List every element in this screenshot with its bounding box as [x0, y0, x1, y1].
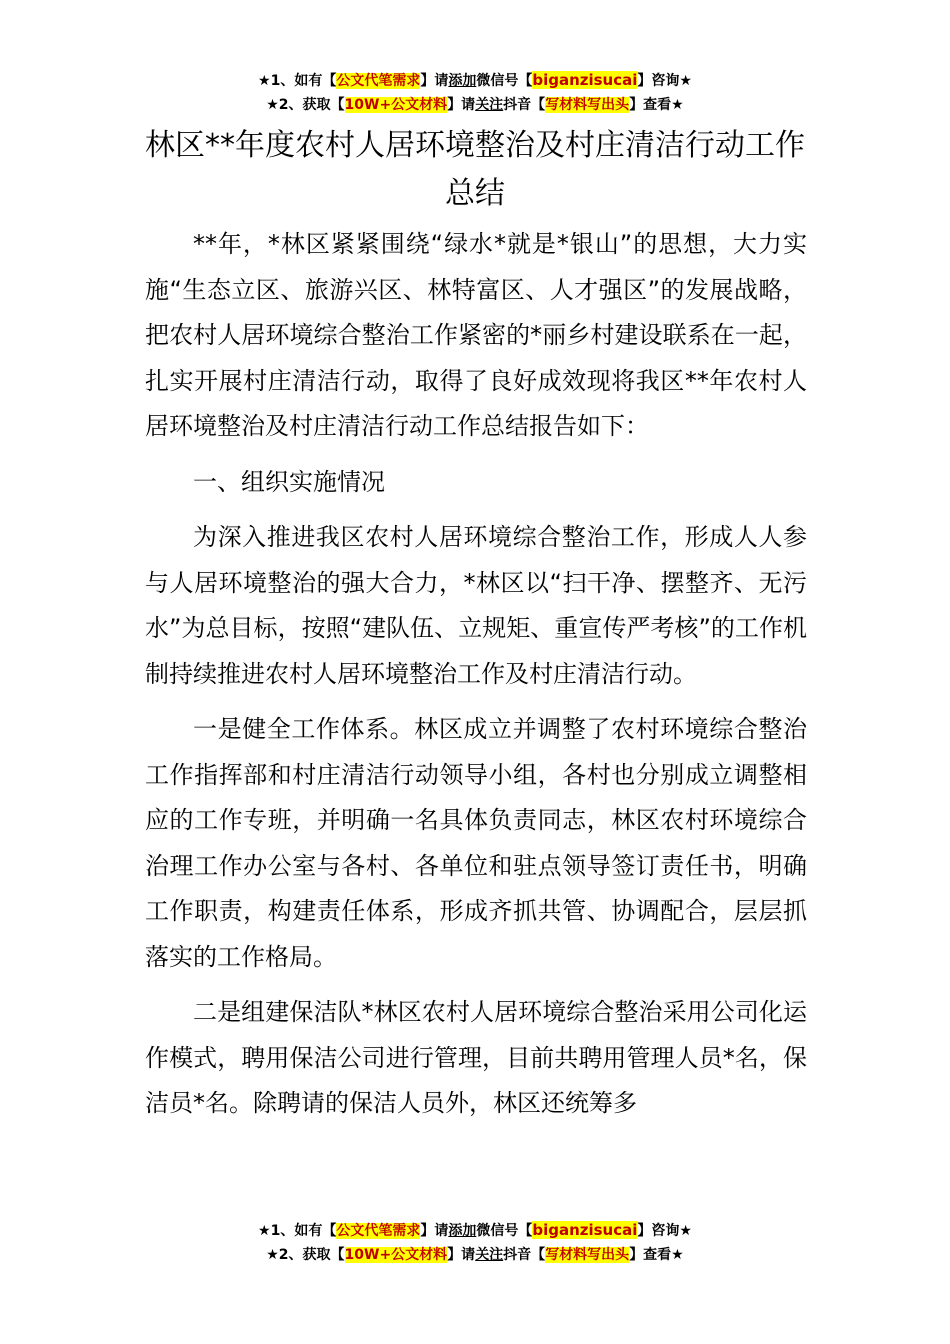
body-paragraph: 一是健全工作体系。林区成立并调整了农村环境综合整治工作指挥部和村庄清洁行动领导小组，各村也分别成立调整相应的工作专班，并明确一名具体负责同志，林区农村环境综合治理工作办公室与各村、各单位和驻点领导签订责任书，明确工作职责，构建责任体系，形成齐抓共管、协调配合，层层抓落实的工作格局。 [145, 715, 807, 971]
intro-paragraph: **年，*林区紧紧围绕“绿水*就是*银山”的思想，大力实施“生态立区、旅游兴区、林特富区、人才强区”的发展战略，把农村人居环境综合整治工作紧密的*丽乡村建设联系在一起，扎实开展村庄清洁行动，取得了良好成效现将我区**年农村人居环境整治及村庄清洁行动工作总结报告如下： [145, 230, 807, 440]
promo-text: 】请 [447, 1247, 476, 1263]
promo-text: 微信号【 [476, 1223, 533, 1239]
promo-highlight: 公文代笔需求 [336, 73, 421, 89]
promo-highlight: 10W+公文材料 [344, 97, 448, 113]
promo-highlight: 写材料写出头 [545, 97, 630, 113]
promo-line-1 [0, 68, 950, 93]
section-heading: 一、组织实施情况 [193, 467, 385, 496]
promo-highlight: 写材料写出头 [545, 1247, 630, 1263]
promo-text: 】请 [420, 1223, 449, 1239]
promo-text: 抖音【 [503, 97, 546, 113]
document-body [145, 222, 807, 1137]
body-paragraph: 为深入推进我区农村人居环境综合整治工作，形成人人参与人居环境整治的强大合力，*林区以“扫干净、摆整齐、无污水”为总目标，按照“建队伍、立规矩、重宣传严考核”的工作机制持续推进农村人居环境整治工作及村庄清洁行动。 [145, 523, 807, 688]
promo-text: 】咨询★ [637, 1223, 692, 1239]
promo-text: ★1、如有【 [258, 1223, 337, 1239]
promo-line-2 [0, 1243, 950, 1267]
promo-text: 】请 [447, 97, 476, 113]
document-title: 林区**年度农村人居环境整治及村庄清洁行动工作总结 [145, 128, 805, 211]
promo-text: ★2、获取【 [266, 97, 345, 113]
promo-highlight: biganzisucai [532, 1221, 638, 1239]
promo-underlined-text: 关注 [475, 97, 504, 113]
promo-text: 】咨询★ [637, 73, 692, 89]
promo-text: ★2、获取【 [266, 1247, 345, 1263]
promo-text: 】查看★ [629, 97, 684, 113]
promo-underlined-text: 添加 [448, 73, 477, 89]
promo-header [0, 68, 950, 117]
promo-footer [0, 1218, 950, 1267]
promo-line-2 [0, 93, 950, 117]
promo-highlight: 公文代笔需求 [336, 1223, 421, 1239]
promo-line-1 [0, 1218, 950, 1243]
promo-highlight: biganzisucai [532, 71, 638, 89]
body-paragraph: 二是组建保洁队*林区农村人居环境综合整治采用公司化运作模式，聘用保洁公司进行管理，目前共聘用管理人员*名，保洁员*名。除聘请的保洁人员外，林区还统筹多 [145, 998, 807, 1117]
promo-text: 抖音【 [503, 1247, 546, 1263]
promo-text: 】请 [420, 73, 449, 89]
promo-text: 】查看★ [629, 1247, 684, 1263]
promo-underlined-text: 添加 [448, 1223, 477, 1239]
promo-text: ★1、如有【 [258, 73, 337, 89]
promo-underlined-text: 关注 [475, 1247, 504, 1263]
promo-highlight: 10W+公文材料 [344, 1247, 448, 1263]
promo-text: 微信号【 [476, 73, 533, 89]
